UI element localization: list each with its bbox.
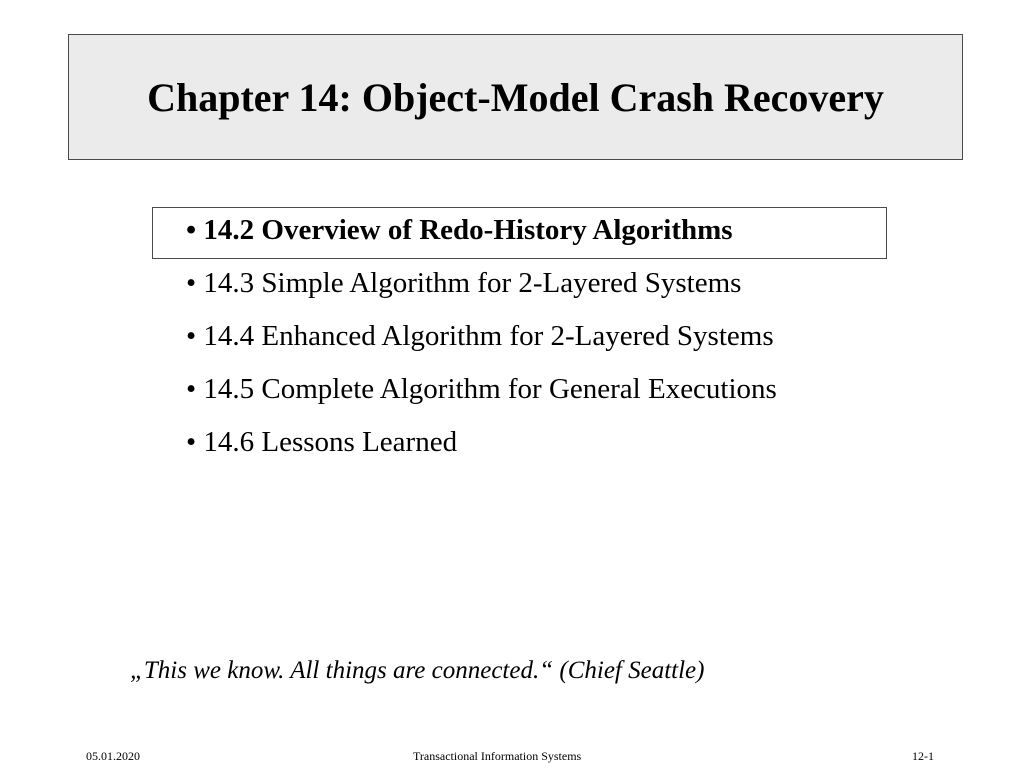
quote: „This we know. All things are connected.“ (Chief Seattle)	[130, 657, 705, 684]
toc-item-14-6: • 14.6 Lessons Learned	[186, 426, 458, 458]
toc-item-14-5: • 14.5 Complete Algorithm for General Executions	[186, 373, 777, 405]
toc-item-14-3: • 14.3 Simple Algorithm for 2-Layered Systems	[186, 267, 742, 299]
toc-item-14-4: • 14.4 Enhanced Algorithm for 2-Layered Systems	[186, 320, 774, 352]
footer-date: 05.01.2020	[86, 749, 140, 763]
slide-title: Chapter 14: Object-Model Crash Recovery	[147, 74, 884, 120]
footer-course: Transactional Information Systems	[413, 749, 582, 763]
toc-item-14-2: • 14.2 Overview of Redo-History Algorithms	[186, 214, 733, 246]
footer-page-number: 12-1	[912, 749, 934, 763]
